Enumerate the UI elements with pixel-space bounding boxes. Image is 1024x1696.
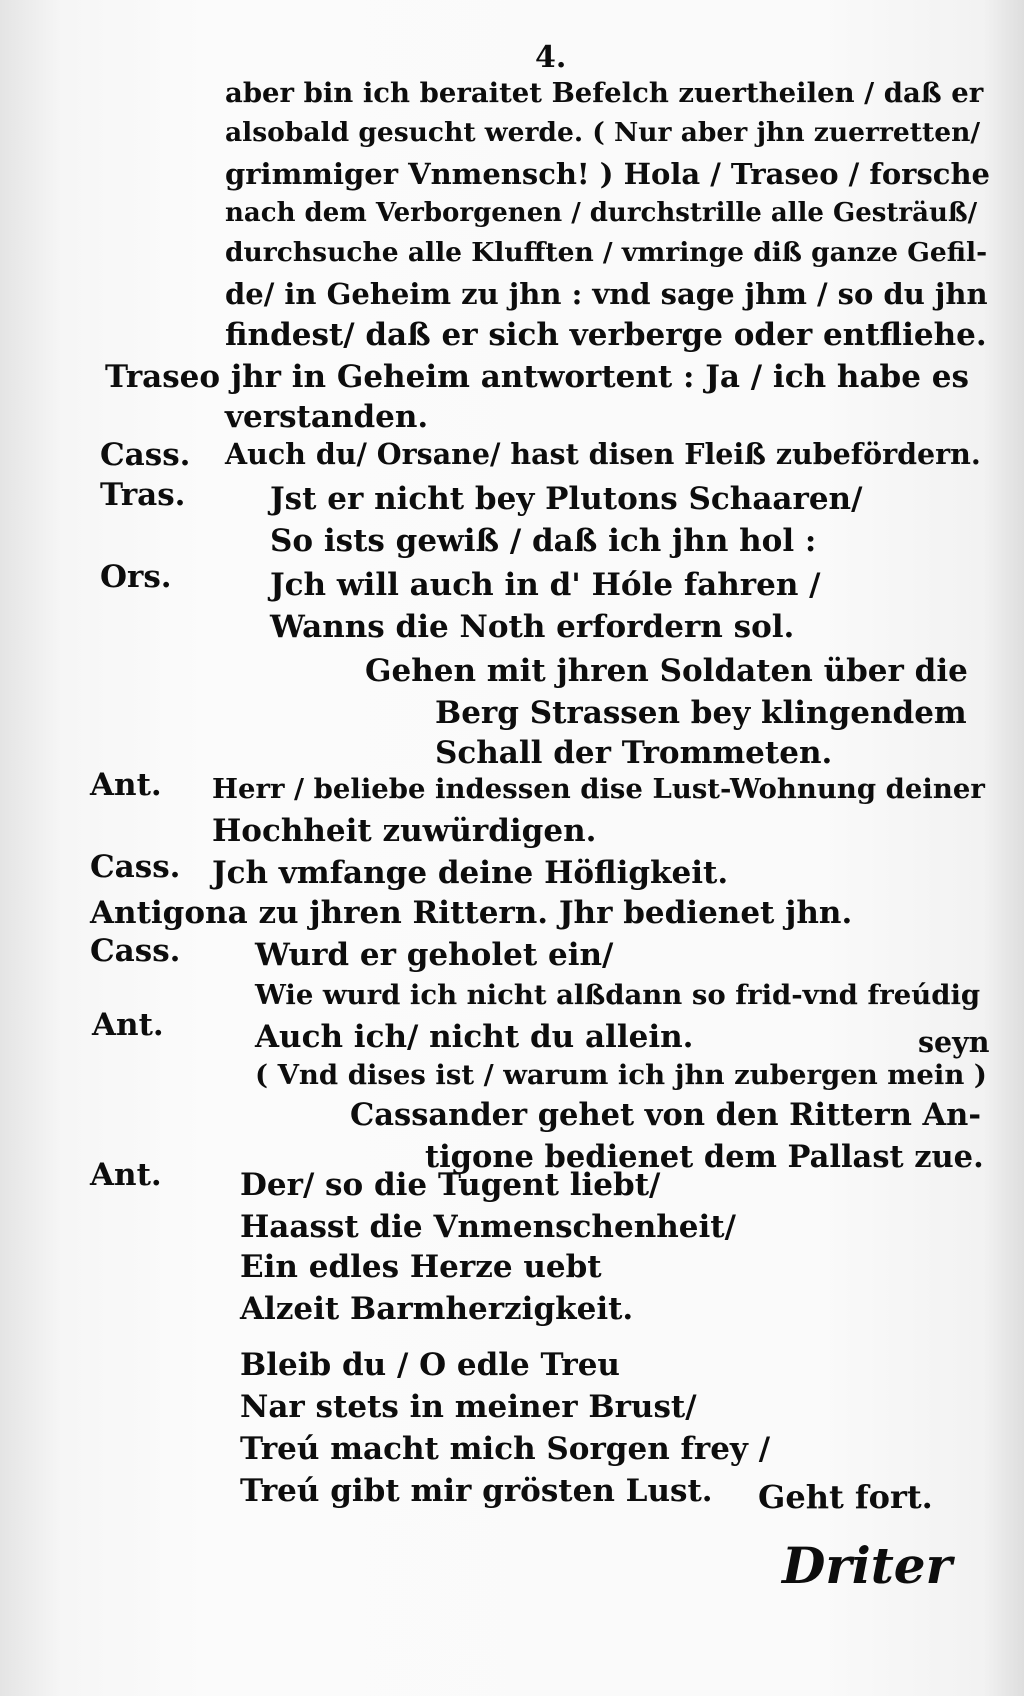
verse-line: Jst er nicht bey Plutons Schaaren/ xyxy=(270,481,863,517)
stage-direction: Cassander gehet von den Rittern An- xyxy=(350,1097,982,1133)
speaker-label: Cass. xyxy=(90,933,181,969)
text-line: Jch vmfange deine Höfligkeit. xyxy=(212,855,729,891)
verse-line-overflow: seyn xyxy=(918,1025,990,1059)
verse-line: Wanns die Noth erfordern sol. xyxy=(270,609,795,645)
verse-line: Ein edles Herze uebt xyxy=(240,1249,602,1285)
verse-line: Alzeit Barmherzigkeit. xyxy=(240,1291,634,1327)
verse-line: Wie wurd ich nicht alßdann so frid-vnd freúdig xyxy=(255,979,981,1011)
text-line: nach dem Verborgenen / durchstrille alle Gesträuß/ xyxy=(225,198,978,228)
stage-direction: Traseo jhr in Geheim antwortent : Ja / ich habe es xyxy=(105,359,969,395)
exit-direction: Geht fort. xyxy=(758,1478,933,1516)
text-line: alsobald gesucht werde. ( Nur aber jhn zuerretten/ xyxy=(225,117,981,148)
speaker-label: Tras. xyxy=(100,477,186,513)
text-line: Auch du/ Orsane/ hast disen Fleiß zubefördern. xyxy=(225,437,981,471)
page-number: 4. xyxy=(535,40,567,75)
text-line: findest/ daß er sich verberge oder entfliehe. xyxy=(225,317,987,353)
verse-line: Treú gibt mir grösten Lust. xyxy=(240,1473,713,1509)
verse-line: Nar stets in meiner Brust/ xyxy=(240,1389,697,1425)
stage-direction: Schall der Trommeten. xyxy=(435,735,833,771)
verse-line: ( Vnd dises ist / warum ich jhn zubergen mein ) xyxy=(255,1059,987,1091)
verse-line: Jch will auch in d' Hóle fahren / xyxy=(270,567,821,603)
speaker-label: Cass. xyxy=(100,437,191,473)
text-line: Herr / beliebe indessen dise Lust-Wohnung deiner xyxy=(212,773,985,805)
speaker-label: Ant. xyxy=(90,1157,162,1193)
speaker-label: Cass. xyxy=(90,849,181,885)
text-line: aber bin ich beraitet Befelch zuertheilen / daß er xyxy=(225,77,984,109)
stage-direction: Antigona zu jhren Rittern. Jhr bedienet jhn. xyxy=(90,895,853,931)
text-line: verstanden. xyxy=(225,399,429,435)
text-line: durchsuche alle Klufften / vmringe diß ganze Gefil- xyxy=(225,237,988,268)
verse-line: Auch ich/ nicht du allein. xyxy=(255,1019,694,1055)
catchword: Driter xyxy=(782,1536,952,1595)
stage-direction: tigone bedienet dem Pallast zue. xyxy=(425,1139,984,1175)
text-line: grimmiger Vnmensch! ) Hola / Traseo / forsche xyxy=(225,157,990,191)
verse-line: Bleib du / O edle Treu xyxy=(240,1347,620,1383)
verse-line: Treú macht mich Sorgen frey / xyxy=(240,1431,771,1467)
verse-line: Haasst die Vnmenschenheit/ xyxy=(240,1209,736,1245)
speaker-label: Ant. xyxy=(90,767,162,803)
verse-line: So ists gewiß / daß ich jhn hol : xyxy=(270,523,817,559)
stage-direction: Gehen mit jhren Soldaten über die xyxy=(365,653,968,689)
text-line: de/ in Geheim zu jhn : vnd sage jhm / so du jhn xyxy=(225,277,988,311)
text-line: Hochheit zuwürdigen. xyxy=(212,813,597,849)
verse-line: Wurd er geholet ein/ xyxy=(255,937,614,973)
stage-direction: Berg Strassen bey klingendem xyxy=(435,695,967,731)
verse-line: Der/ so die Tugent liebt/ xyxy=(240,1167,661,1203)
speaker-label: Ant. xyxy=(92,1007,164,1043)
speaker-label: Ors. xyxy=(100,559,172,595)
